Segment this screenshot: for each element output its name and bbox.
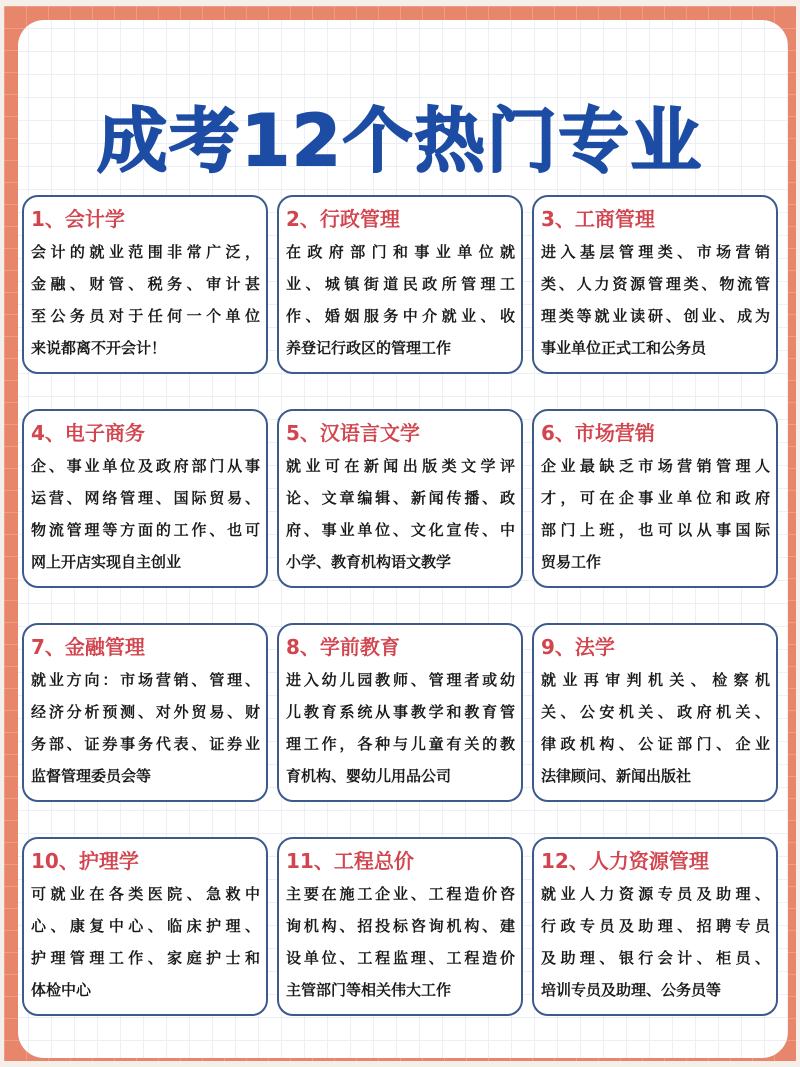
description-line: 在政府部门和事业单位就 <box>286 243 515 261</box>
description-line: 主管部门等相关伟大工作 <box>286 981 452 999</box>
description-line: 经济分析预测、对外贸易、财 <box>31 703 260 721</box>
major-card-finance <box>22 623 268 802</box>
description-line: 律政机构、公证部门、企业 <box>541 735 770 753</box>
description-line: 物流管理等方面的工作、也可 <box>31 521 260 539</box>
major-card-law <box>532 623 778 802</box>
description-line: 就业可在新闻出版类文学评 <box>286 457 515 475</box>
major-title: 5、汉语言文学 <box>286 421 420 445</box>
description-line: 业、城镇街道民政所管理工 <box>286 275 515 293</box>
description-line: 运营、网络管理、国际贸易、 <box>31 489 260 507</box>
description-line: 养登记行政区的管理工作 <box>286 339 452 357</box>
major-description <box>31 450 260 578</box>
major-card-chinese-literature <box>277 409 523 588</box>
description-line: 进入基层管理类、市场营销 <box>541 243 770 261</box>
major-title: 7、金融管理 <box>31 635 145 659</box>
description-line: 监督管理委员会等 <box>31 767 152 785</box>
major-title: 9、法学 <box>541 635 615 659</box>
description-line: 理工作，各种与儿童有关的教 <box>286 735 515 753</box>
major-description <box>541 878 770 1006</box>
major-title: 8、学前教育 <box>286 635 400 659</box>
description-line: 可就业在各类医院、急救中 <box>31 885 260 903</box>
major-title: 6、市场营销 <box>541 421 655 445</box>
description-line: 主要在施工企业、工程造价咨 <box>286 885 515 903</box>
major-title: 1、会计学 <box>31 207 125 231</box>
description-line: 作、婚姻服务中介就业、收 <box>286 307 515 325</box>
description-line: 儿教育系统从事教学和教育管 <box>286 703 515 721</box>
description-line: 询机构、招投标咨询机构、建 <box>286 917 515 935</box>
major-card-business-admin <box>532 195 778 374</box>
description-line: 部门上班，也可以从事国际 <box>541 521 770 539</box>
major-card-administration <box>277 195 523 374</box>
major-title: 2、行政管理 <box>286 207 400 231</box>
description-line: 金融、财管、税务、审计甚 <box>31 275 260 293</box>
description-line: 及助理、银行会计、柜员、 <box>541 949 770 967</box>
description-line: 行政专员及助理、招聘专员 <box>541 917 770 935</box>
description-line: 小学、教育机构语文教学 <box>286 553 452 571</box>
major-description <box>31 664 260 792</box>
major-title: 3、工商管理 <box>541 207 655 231</box>
description-line: 就业再审判机关、检察机 <box>541 671 770 689</box>
major-description <box>286 236 515 364</box>
description-line: 设单位、工程监理、工程造价 <box>286 949 515 967</box>
description-line: 心、康复中心、临床护理、 <box>31 917 260 935</box>
major-title: 10、护理学 <box>31 849 139 873</box>
description-line: 企业最缺乏市场营销管理人 <box>541 457 770 475</box>
major-title: 4、电子商务 <box>31 421 145 445</box>
major-description <box>286 878 515 1006</box>
description-line: 贸易工作 <box>541 553 602 571</box>
description-line: 理类等就业读研、创业、成为 <box>541 307 770 325</box>
major-description <box>541 664 770 792</box>
description-line: 体检中心 <box>31 981 92 999</box>
description-line: 护理管理工作、家庭护士和 <box>31 949 260 967</box>
major-description <box>541 450 770 578</box>
description-line: 才，可在企事业单位和政府 <box>541 489 770 507</box>
description-line: 企、事业单位及政府部门从事 <box>31 457 260 475</box>
description-line: 类、人力资源管理类、物流管 <box>541 275 770 293</box>
major-description <box>286 664 515 792</box>
major-title: 12、人力资源管理 <box>541 849 709 873</box>
description-line: 府、事业单位、文化宣传、中 <box>286 521 515 539</box>
major-card-marketing <box>532 409 778 588</box>
major-card-accounting <box>22 195 268 374</box>
description-line: 育机构、婴幼儿用品公司 <box>286 767 452 785</box>
major-card-preschool-education <box>277 623 523 802</box>
major-description <box>541 236 770 364</box>
description-line: 就业人力资源专员及助理、 <box>541 885 770 903</box>
major-description <box>31 878 260 1006</box>
major-card-nursing <box>22 837 268 1016</box>
major-card-human-resources <box>532 837 778 1016</box>
description-line: 法律顾问、新闻出版社 <box>541 767 692 785</box>
description-line: 来说都离不开会计！ <box>31 339 167 357</box>
description-line: 务部、证券事务代表、证券业 <box>31 735 260 753</box>
description-line: 网上开店实现自主创业 <box>31 553 182 571</box>
major-card-engineering-cost <box>277 837 523 1016</box>
description-line: 培训专员及助理、公务员等 <box>541 981 722 999</box>
description-line: 事业单位正式工和公务员 <box>541 339 707 357</box>
description-line: 论、文章编辑、新闻传播、政 <box>286 489 515 507</box>
major-description <box>286 450 515 578</box>
majors-grid <box>22 195 778 1016</box>
description-line: 进入幼儿园教师、管理者或幼 <box>286 671 515 689</box>
description-line: 会计的就业范围非常广泛， <box>31 243 260 261</box>
major-description <box>31 236 260 364</box>
major-title: 11、工程总价 <box>286 849 414 873</box>
description-line: 关、公安机关、政府机关、 <box>541 703 770 721</box>
major-card-ecommerce <box>22 409 268 588</box>
page-title: 成考12个热门专业 <box>97 99 703 182</box>
description-line: 就业方向：市场营销、管理、 <box>31 671 260 689</box>
description-line: 至公务员对于任何一个单位 <box>31 307 260 325</box>
